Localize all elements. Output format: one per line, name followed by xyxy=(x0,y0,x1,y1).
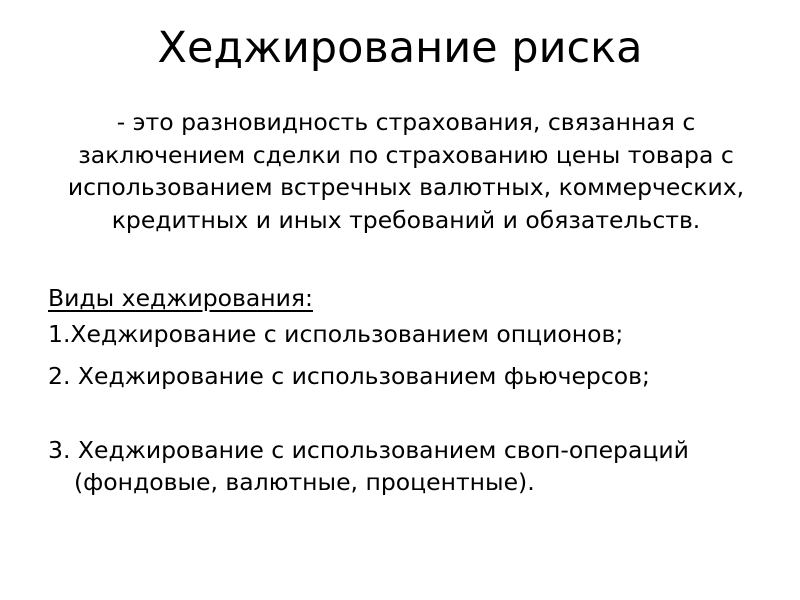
list-item: 2. Хеджирование с использованием фьючерсов; xyxy=(48,362,650,390)
list-item: 1.Хеджирование с использованием опционов; xyxy=(48,320,624,348)
hedging-types-heading: Виды хеджирования: xyxy=(48,284,313,312)
definition-text: - это разновидность страхования, связанная с заключением сделки по страхованию цены товара с использованием встречных валютных, коммерческих, кредитных и иных требований и обязательств. xyxy=(67,108,745,234)
slide-title: Хеджирование риска xyxy=(157,23,643,73)
list-item: 3. Хеджирование с использованием своп-операций (фондовые, валютные, процентные). xyxy=(48,436,689,496)
